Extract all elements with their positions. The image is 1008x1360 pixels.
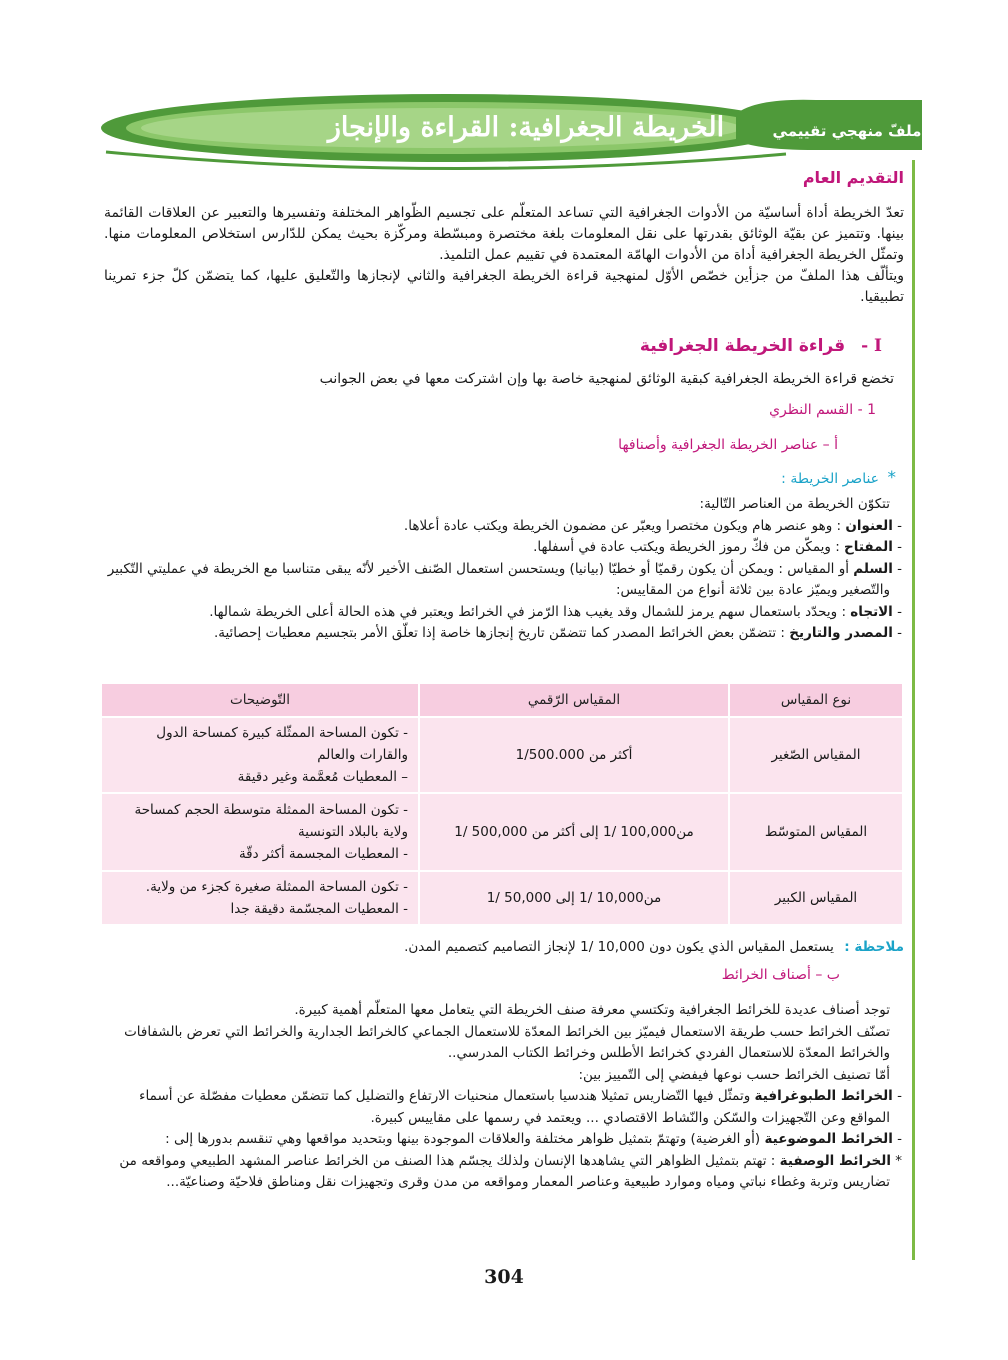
map-types-list xyxy=(104,1000,904,1194)
page-title: الخريطة الجغرافية: القراءة والإنجاز xyxy=(327,112,725,143)
elements-list xyxy=(104,494,904,645)
table-cell: أكثر من 1/500.000 xyxy=(420,718,728,792)
file-type-tag: ملفّ منهجي تقييمي xyxy=(772,122,922,140)
subsection-heading: 1 - القسم النظري xyxy=(769,402,876,418)
page-number: 304 xyxy=(484,1266,524,1288)
asterisk-icon: * xyxy=(887,468,896,488)
table-cell: من10,000 /1 إلى 50,000 /1 xyxy=(420,872,728,924)
note-text: يستعمل المقياس الذي يكون دون 10,000 /1 لإنجاز التصاميم كتصميم المدن. xyxy=(404,939,834,955)
scales-table xyxy=(100,682,904,926)
elements-title: عناصر الخريطة : xyxy=(781,471,880,487)
table-header-row xyxy=(102,684,902,716)
subsection-b-heading: ب – أصناف الخرائط xyxy=(721,967,840,983)
list-item: - المفتاح : ويمكّن من فكّ رموز الخريطة ويكتب عادة في أسفلها. xyxy=(533,539,902,555)
note-label: ملاحظة : xyxy=(844,939,904,955)
list-item: * الخرائط الوصفية : تهتم بتمثيل الظواهر التي يشاهدها الإنسان ولذلك يجسّم هذا الصنف من الخرائط عناصر المشهد الطبيعي ومواقعه من تضاريس وتربة وغطاء نباتي ومياه وموارد طبيعية وعناصر المعمار ومواقعه من مدن وقرى وتجهيزات نقل ومناطق فلاحيّة وصناعيّة... xyxy=(119,1152,902,1190)
table-cell: المقياس الكبير xyxy=(730,872,902,924)
table-cell: المقياس المتوسّط xyxy=(730,794,902,870)
list-item: - الخرائط الطبوغرافية وتمثّل فيها التّضاريس تمثيلا هندسيا باستعمال منحنيات الارتفاع والتضليل كما تتضمّن معطيات مفصّلة عن أسماء المواقع وعن التّجهيزات والسّكن والنّشاط الاقتصادي ... ويعتمد في رسمها على مقاييس كبيرة. xyxy=(139,1088,902,1126)
list-item: - العنوان : وهو عنصر هام ويكون مختصرا ويعبّر عن مضمون الخريطة ويكتب عادة أعلاها. xyxy=(403,517,902,534)
table-header: نوع المقياس xyxy=(730,684,902,716)
header-banner xyxy=(96,92,926,172)
types-paragraph-3: أمّا تصنيف الخرائط حسب نوعها فيفضي إلى التّمييز بين: xyxy=(578,1066,890,1083)
table-cell: - تكون المساحة الممثلة صغيرة كجزء من ولاية. - المعطيات المجسّمة دقيقة جدا xyxy=(102,872,418,924)
intro-paragraph-2: ويتألّف هذا الملفّ من جزأين خصّص الأوّل لمنهجية قراءة الخريطة الجغرافية والثاني لإنجازها والتّعليق عليها، كما يتضمّن كلّ جزء تمرينا تطبيقيا. xyxy=(104,268,904,305)
note xyxy=(404,939,904,955)
intro-paragraph-1: تعدّ الخريطة أداة أساسيّة من الأدوات الجغرافية التي تساعد المتعلّم على تجسيم الظّواهر المختلفة وتفسيرها والتعبير عن العلاقات القائمة بينها. وتتميز عن بقيّة الوثائق بقدرتها على نقل المعلومات بلغة مختصرة ومبسّطة ومركّزة بحيث يمكن للدّارس استخلاص المعلومات منها. وتمثّل الخريطة الجغرافية أداة من الأدوات الهامّة المعتمدة في تقييم عمل التلميذ. xyxy=(104,205,904,263)
section-number: I - xyxy=(861,336,882,356)
types-paragraph-1: توجد أصناف عديدة للخرائط الجغرافية وتكتسي معرفة صنف الخريطة التي يتعامل معها المتعلّم أهمية كبيرة. xyxy=(294,1002,890,1018)
types-paragraph-2: تصنّف الخرائط حسب طريقة الاستعمال فيميّز بين الخرائط المعدّة للاستعمال الجماعي كالخرائط الجدارية والخرائط التي تعرض بالشفافات والخرائط المعدّة للاستعمال الفردي كخرائط الأطلس وخرائط الكتاب المدرسي.. xyxy=(124,1023,890,1061)
table-row xyxy=(102,872,902,924)
table-cell: - تكون المساحة الممثّلة كبيرة كمساحة الدول والقارات والعالم – المعطيات مُعمَّمة وغير دقيقة xyxy=(102,718,418,792)
list-item: - الاتجاه : ويحدّد باستعمال سهم يرمز للشمال وقد يغيب هذا الرّمز في الخرائط ويعتبر في هذه الحالة أعلى الخريطة شمالها. xyxy=(209,603,902,620)
section-heading xyxy=(640,336,882,356)
table-cell: من100,000 /1 إلى أكثر من 500,000 /1 xyxy=(420,794,728,870)
margin-rule xyxy=(912,160,915,1260)
section-intro: تخضع قراءة الخريطة الجغرافية كبقية الوثائق لمنهجية خاصة بها وإن اشتركت معها في بعض الجوانب xyxy=(319,371,894,387)
subsection-a-heading: أ – عناصر الخريطة الجغرافية وأصنافها xyxy=(618,437,838,453)
elements-lead: تتكوّن الخريطة من العناصر التّالية: xyxy=(699,496,890,512)
intro-heading: التقديم العام xyxy=(802,168,904,187)
list-item: - المصدر والتاريخ : تتضمّن بعض الخرائط المصدر كما تتضمّن تاريخ إنجازها خاصة إذا تعلّق الأمر بتجسيم معطيات إحصائية. xyxy=(213,625,902,641)
table-row xyxy=(102,794,902,870)
list-item: - الخرائط الموضوعية (أو الغرضية) وتهتمّ بتمثيل ظواهر مختلفة والعلاقات الموجودة بينها وبتحديد مواقعها وهي تنقسم بدورها إلى : xyxy=(165,1131,902,1147)
table-cell: المقياس الصّغير xyxy=(730,718,902,792)
list-item: - السلم أو المقياس : ويمكن أن يكون رقميّا أو خطيّا (بيانيا) ويستحسن استعمال الصّنف الأخير لأنّه يبقى متناسبا مع الخريطة في عمليتي التّكبير والتّصغير ويميّز عادة بين ثلاثة أنواع من المقاييس: xyxy=(107,560,902,598)
section-title: قراءة الخريطة الجغرافية xyxy=(639,336,846,356)
table-row xyxy=(102,718,902,792)
table-header: المقياس الرّقمي xyxy=(420,684,728,716)
table-header: التّوضيحات xyxy=(102,684,418,716)
table-cell: - تكون المساحة الممثلة متوسطة الحجم كمساحة ولاية بالبلاد التونسية - المعطيات المجسمة أكثر دقّة xyxy=(102,794,418,870)
elements-heading xyxy=(781,468,896,488)
